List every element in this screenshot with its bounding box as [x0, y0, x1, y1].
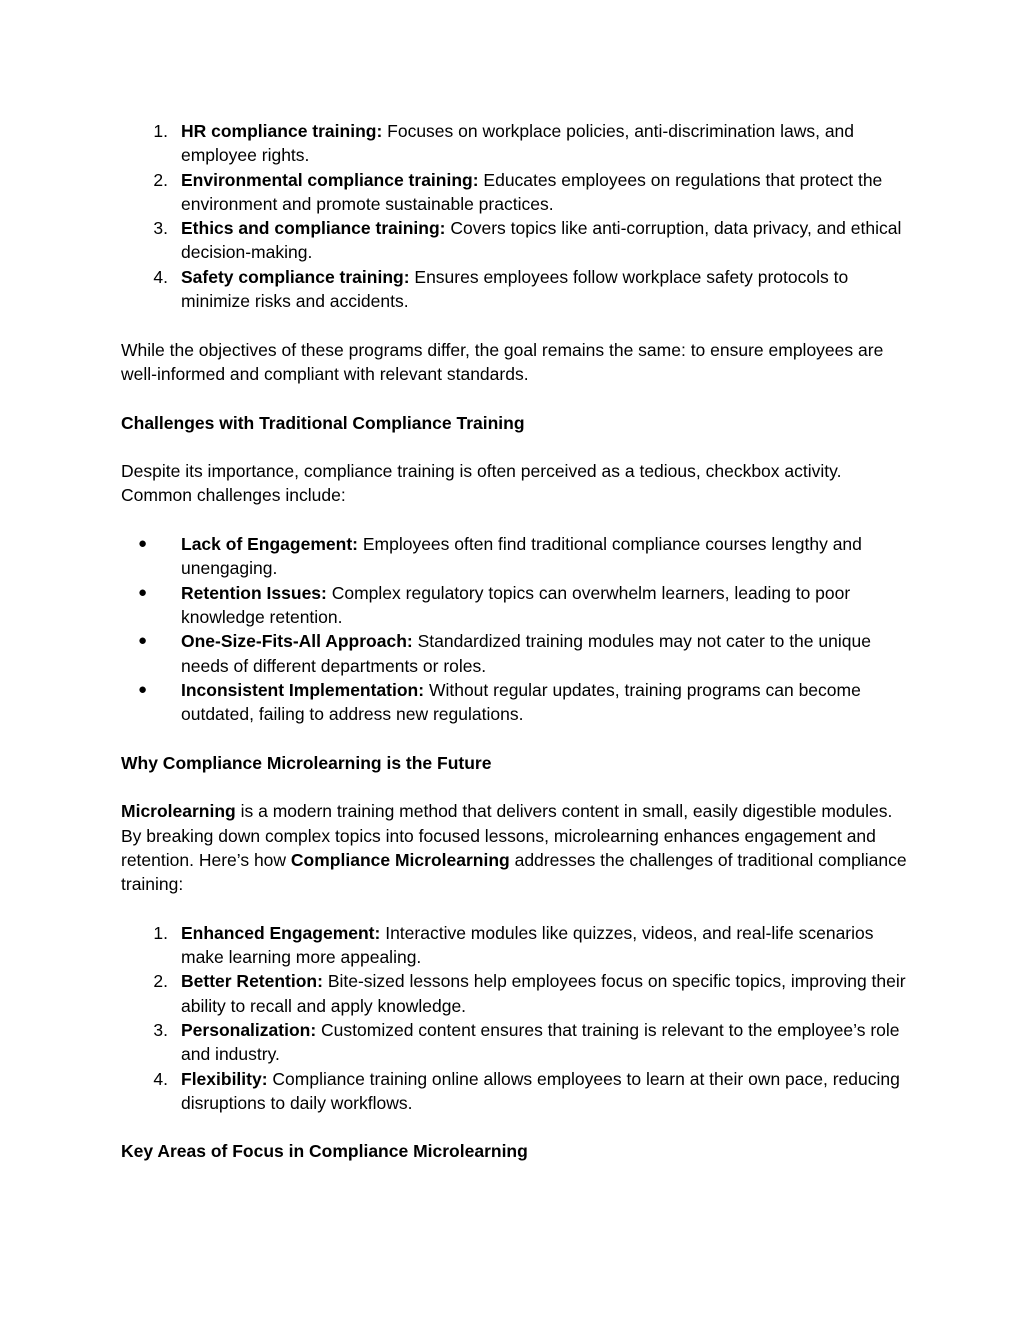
list-item-title: Better Retention:: [181, 971, 323, 992]
list-item-text: Bite-sized lessons help employees focus on specific topics, improving their ability to recall and apply knowledge.: [181, 971, 906, 1016]
bullet-icon: ●: [138, 535, 148, 553]
list-item-title: Personalization:: [181, 1019, 317, 1040]
list-item-title: Safety compliance training:: [181, 266, 410, 287]
compliance-microlearning-term: Compliance Microlearning: [290, 849, 510, 870]
list-item-title: HR compliance training:: [181, 121, 383, 141]
list-item-title: Environmental compliance training:: [181, 169, 479, 190]
list-item-text: Interactive modules like quizzes, videos, and real-life scenarios make learning more appealing.: [181, 922, 874, 968]
list-number: 2.: [153, 971, 168, 992]
list-item: [121, 1067, 911, 1116]
list-item-text: Compliance training online allows employees to learn at their own pace, reducing disruptions to daily workflows.: [181, 1068, 900, 1113]
list-item-title: Enhanced Engagement:: [181, 922, 381, 943]
list-item: [121, 265, 911, 314]
list-number: 3.: [153, 218, 168, 239]
list-item: [121, 119, 911, 168]
list-item-title: Inconsistent Implementation:: [181, 679, 425, 700]
list-item-text: Complex regulatory topics can overwhelm learners, leading to poor knowledge retention.: [181, 582, 851, 627]
paragraph-text: addresses the challenges of traditional compliance training:: [121, 849, 907, 895]
bullet-icon: ●: [138, 632, 148, 650]
list-item-title: One-Size-Fits-All Approach:: [181, 631, 413, 652]
challenges-heading: Challenges with Traditional Compliance Training: [121, 412, 525, 433]
list-item-title: Retention Issues:: [181, 582, 327, 603]
list-item: [121, 921, 911, 970]
list-item: [121, 969, 911, 1018]
list-item-text: Educates employees on regulations that protect the environment and promote sustainable practices.: [181, 169, 883, 214]
list-number: 4.: [153, 266, 168, 287]
compliance-types-list: [121, 119, 911, 313]
bullet-icon: ●: [138, 583, 148, 601]
list-item-text: Employees often find traditional compliance courses lengthy and unengaging.: [181, 534, 862, 579]
challenges-list: [121, 532, 911, 726]
list-item-text: Focuses on workplace policies, anti-discrimination laws, and employee rights.: [181, 121, 855, 166]
microlearning-benefits-list: [121, 921, 911, 1115]
list-item: [121, 216, 911, 265]
list-number: 4.: [153, 1068, 168, 1089]
list-item-title: Flexibility:: [181, 1068, 268, 1089]
list-item-text: Without regular updates, training programs can become outdated, failing to address new regulations.: [181, 679, 861, 725]
microlearning-term: Microlearning: [121, 801, 236, 822]
document-page: [121, 119, 911, 1164]
list-item-text: Standardized training modules may not cater to the unique needs of different departments or roles.: [181, 631, 871, 676]
list-item: [121, 629, 911, 678]
list-item: [121, 581, 911, 630]
microlearning-heading: Why Compliance Microlearning is the Future: [121, 752, 492, 773]
list-number: 1.: [153, 922, 168, 943]
list-item: [121, 532, 911, 581]
list-number: 3.: [153, 1019, 168, 1040]
list-item: [121, 168, 911, 217]
bullet-icon: ●: [138, 680, 148, 698]
list-item: [121, 1018, 911, 1067]
objectives-paragraph: While the objectives of these programs differ, the goal remains the same: to ensure employees are well-informed and compliant with relevant standards.: [121, 339, 884, 384]
list-item-text: Ensures employees follow workplace safety protocols to minimize risks and accidents.: [181, 266, 849, 312]
challenges-intro-paragraph: Despite its importance, compliance training is often perceived as a tedious, checkbox activity. Common challenges include:: [121, 461, 842, 506]
list-number: 2.: [153, 169, 168, 190]
list-item-text: Customized content ensures that training is relevant to the employee’s role and industry.: [181, 1019, 900, 1065]
list-item: [121, 678, 911, 727]
paragraph-text: is a modern training method that delivers content in small, easily digestible modules. By breaking down complex topics into focused lessons, microlearning enhances engagement and retention. Here’s how: [121, 801, 893, 870]
microlearning-paragraph: [121, 799, 911, 896]
key-areas-heading: Key Areas of Focus in Compliance Microlearning: [121, 1141, 528, 1162]
list-item-title: Ethics and compliance training:: [181, 218, 446, 239]
list-number: 1.: [153, 121, 168, 141]
list-item-title: Lack of Engagement:: [181, 534, 358, 555]
list-item-text: Covers topics like anti-corruption, data privacy, and ethical decision-making.: [181, 218, 902, 263]
